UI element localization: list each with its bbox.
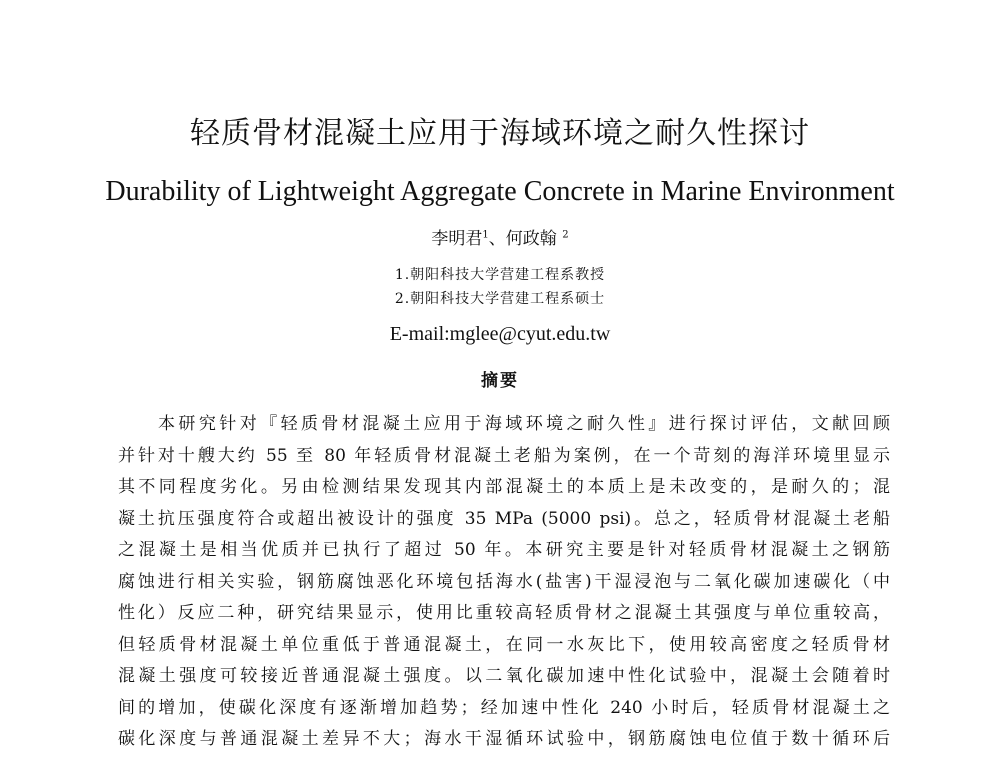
affiliation-1: 1.朝阳科技大学营建工程系教授 <box>394 267 606 283</box>
abstract-line: 但轻质骨材混凝土单位重低于普通混凝土，在同一水灰比下，使用较高密度之轻质骨材 <box>118 634 890 655</box>
paper-title-english: Durability of Lightweight Aggregate Concrete in Marine Environment <box>105 176 895 207</box>
abstract-line: 凝土抗压强度符合或超出被设计的强度 35 MPa (5000 psi)。总之，轻质骨材混凝土老船 <box>118 508 890 529</box>
author-affiliation-mark: 2 <box>562 229 569 241</box>
abstract-line: 并针对十艘大约 55 至 80 年轻质骨材混凝土老船为案例，在一个苛刻的海洋环境里显示 <box>118 445 890 466</box>
abstract-line: 本研究针对『轻质骨材混凝土应用于海域环境之耐久性』进行探讨评估，文献回顾 <box>158 414 890 434</box>
abstract-heading: 摘要 <box>481 371 519 391</box>
abstract-line: 碳化深度与普通混凝土差异不大；海水干湿循环试验中，钢筋腐蚀电位值于数十循环后 <box>118 729 890 749</box>
author-name: 李明君 <box>431 229 483 249</box>
author-separator: 、 <box>488 229 506 249</box>
abstract-line: 间的增加，使碳化深度有逐渐增加趋势；经加速中性化 240 小时后，轻质骨材混凝土之 <box>118 697 890 718</box>
author-name: 何政翰 <box>505 229 557 249</box>
author-list <box>0 226 1000 252</box>
abstract-line: 性化）反应二种，研究结果显示，使用比重较高轻质骨材之混凝土其强度与单位重较高， <box>118 603 890 623</box>
abstract-line: 其不同程度劣化。另由检测结果发现其内部混凝土的本质上是未改变的，是耐久的；混 <box>118 477 890 497</box>
paper-title-chinese: 轻质骨材混凝土应用于海域环境之耐久性探讨 <box>190 116 810 151</box>
affiliation-2: 2.朝阳科技大学营建工程系硕士 <box>394 291 606 307</box>
author-affiliation-mark: 1 <box>482 229 489 241</box>
abstract-line: 之混凝土是相当优质并已执行了超过 50 年。本研究主要是针对轻质骨材混凝土之钢筋 <box>118 540 890 560</box>
abstract-line: 腐蚀进行相关实验，钢筋腐蚀恶化环境包括海水(盐害)干湿浸泡与二氧化碳加速碳化（中 <box>118 571 890 592</box>
abstract-body <box>118 409 890 756</box>
abstract-line: 混凝土强度可较接近普通混凝土强度。以二氧化碳加速中性化试验中，混凝土会随着时 <box>118 666 890 686</box>
contact-email: E-mail:mglee@cyut.edu.tw <box>389 323 611 345</box>
